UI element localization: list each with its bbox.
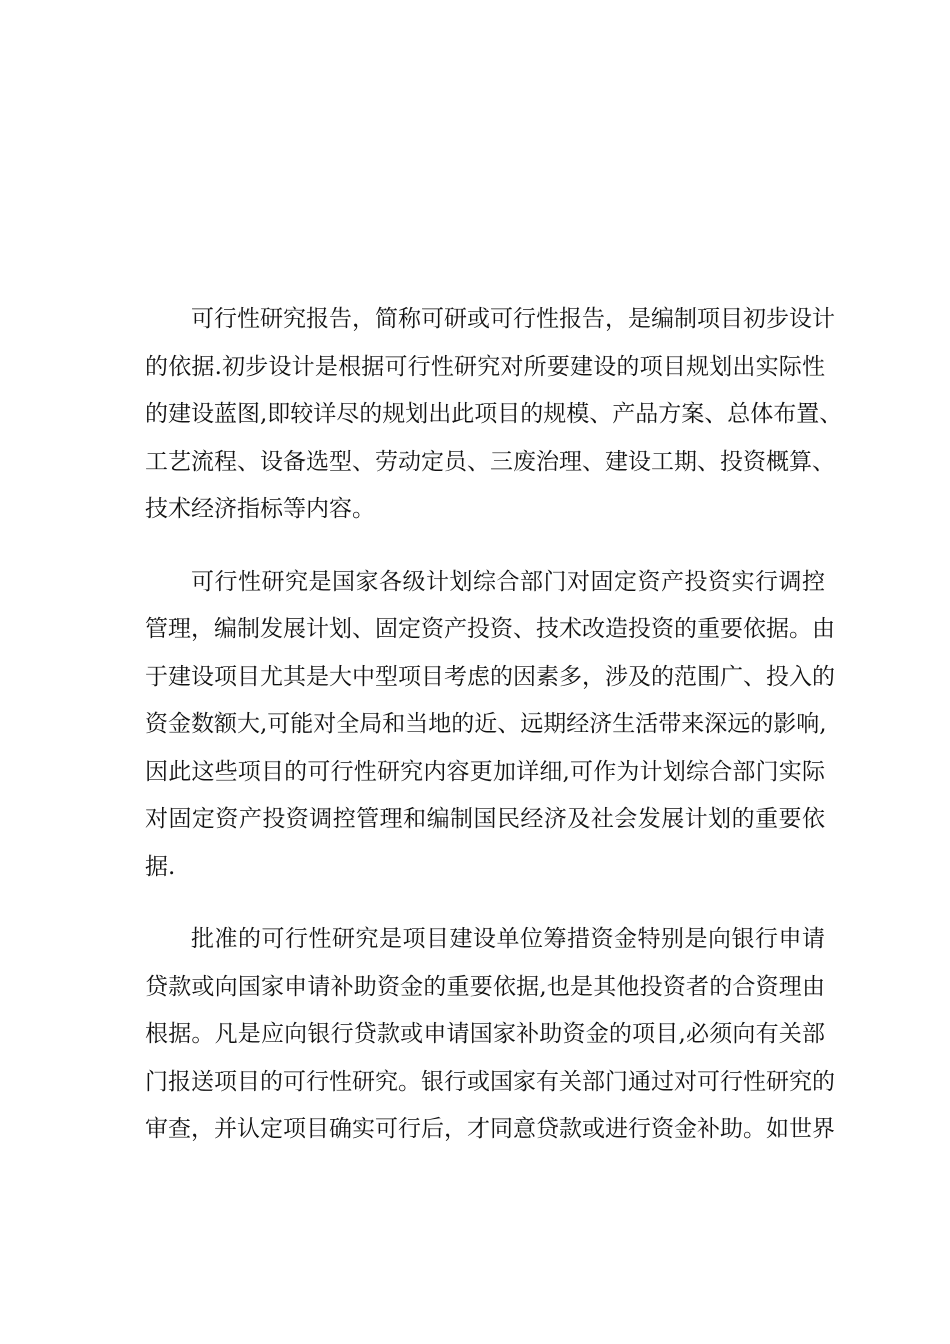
- text-line: 因此这些项目的可行性研究内容更加详细,可作为计划综合部门实际: [145, 758, 825, 785]
- document-body: [145, 296, 843, 1179]
- text-line: 管理，编制发展计划、固定资产投资、技术改造投资的重要依据。由: [145, 616, 835, 642]
- text-line: 技术经济指标等内容。: [145, 496, 375, 522]
- text-line: 工艺流程、设备选型、劳动定员、三废治理、建设工期、投资概算、: [145, 448, 835, 475]
- text-line: 门报送项目的可行性研究。银行或国家有关部门通过对可行性研究的: [145, 1068, 835, 1095]
- paragraph-2: [145, 559, 835, 892]
- text-line: 对固定资产投资调控管理和编制国民经济及社会发展计划的重要依: [145, 806, 825, 832]
- text-line: 的依据.初步设计是根据可行性研究对所要建设的项目规划出实际性: [145, 353, 825, 380]
- text-line: 贷款或向国家申请补助资金的重要依据,也是其他投资者的合资理由: [145, 973, 825, 1000]
- text-line: 可行性研究是国家各级计划综合部门对固定资产投资实行调控: [191, 568, 825, 595]
- text-line: 的建设蓝图,即较详尽的规划出此项目的规模、产品方案、总体布置、: [145, 401, 843, 427]
- text-line: 批准的可行性研究是项目建设单位筹措资金特别是向银行申请: [191, 926, 825, 952]
- text-line: 于建设项目尤其是大中型项目考虑的因素多，涉及的范围广、投入的: [145, 663, 835, 690]
- paragraph-1: [145, 296, 843, 534]
- text-line: 根据。凡是应向银行贷款或申请国家补助资金的项目,必须向有关部: [145, 1021, 825, 1047]
- text-line: 资金数额大,可能对全局和当地的近、远期经济生活带来深远的影响,: [145, 711, 827, 737]
- text-line: 据.: [145, 853, 176, 880]
- paragraph-3: [145, 916, 835, 1154]
- text-line: 审查，并认定项目确实可行后，才同意贷款或进行资金补助。如世界: [145, 1116, 835, 1142]
- text-line: 可行性研究报告，简称可研或可行性报告，是编制项目初步设计: [191, 306, 835, 332]
